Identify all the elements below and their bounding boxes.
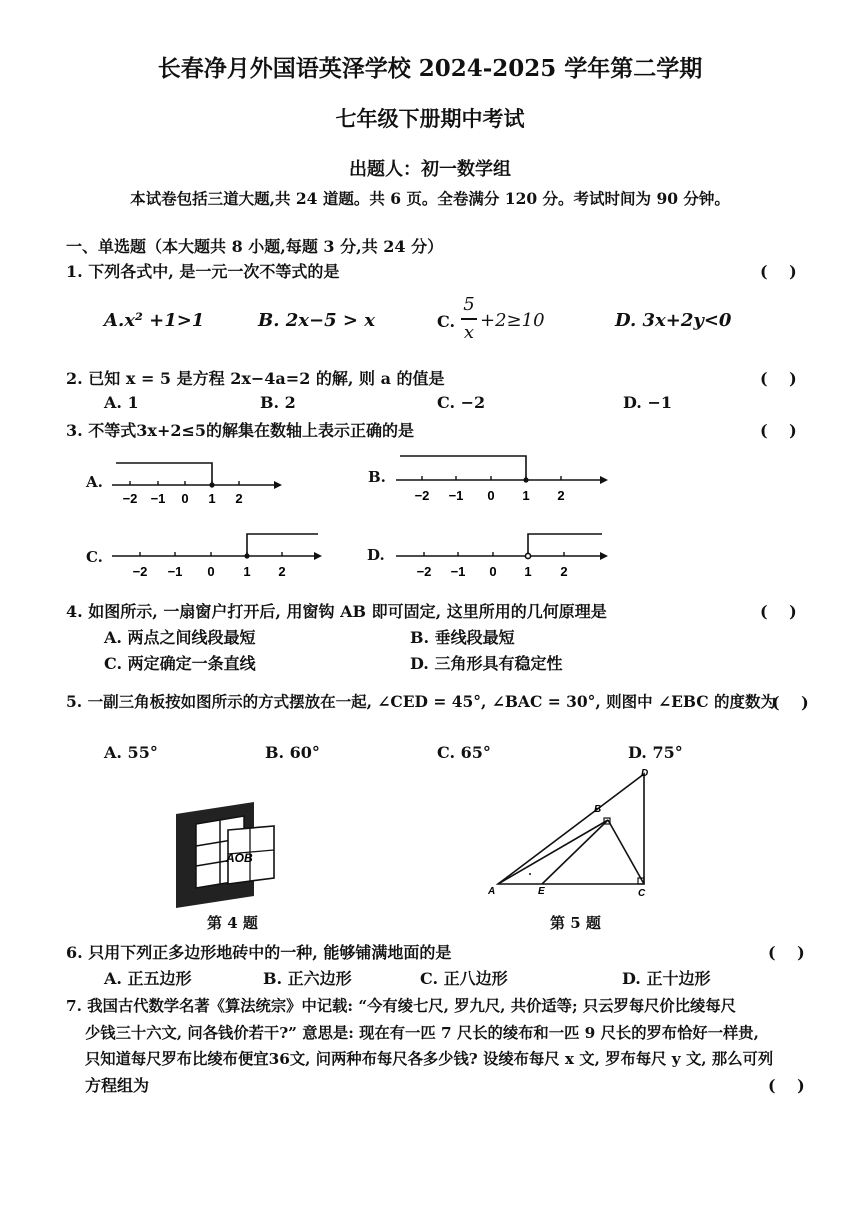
q4-option-b: B. 垂线段最短 <box>410 628 515 647</box>
answer-paren-5: ( ) <box>772 693 809 712</box>
q1-option-d: D. 3x+2y<0 <box>615 310 732 331</box>
tick-label: 0 <box>489 564 497 579</box>
question-7-line-2: 少钱三十六文, 问各钱价若干?” 意思是: 现在有一匹 7 尺长的绫布和一匹 9 尺长的罗布恰好一样贵, <box>85 1024 759 1042</box>
tick-label: −2 <box>132 564 148 579</box>
exam-name: 七年级下册期中考试 <box>335 106 525 131</box>
exam-info: 本试卷包括三道大题,共 24 道题。共 6 页。全卷满分 120 分。考试时间为 90 分钟。 <box>130 189 730 208</box>
q6-option-d: D. 正十边形 <box>622 969 711 988</box>
tick-label: −1 <box>448 488 464 503</box>
question-2-stem: 2. 已知 x = 5 是方程 2x−4a=2 的解, 则 a 的值是 <box>66 369 445 388</box>
tick-label: 0 <box>207 564 215 579</box>
question-1-stem: 1. 下列各式中, 是一元一次不等式的是 <box>66 262 340 281</box>
tick-label: 2 <box>278 564 286 579</box>
numberline-c-label: C. <box>86 548 103 566</box>
numberline-b <box>392 450 612 510</box>
tick-label: 1 <box>524 564 532 579</box>
numberline-a-label: A. <box>86 473 103 491</box>
numberline-d-label: D. <box>367 546 385 564</box>
tick-label: 1 <box>243 564 251 579</box>
numberline-c <box>108 530 328 590</box>
numberline-a <box>108 455 283 515</box>
q6-option-c: C. 正八边形 <box>420 969 508 988</box>
tick-label: −1 <box>150 491 166 506</box>
q2-option-b: B. 2 <box>260 393 296 412</box>
question-7-line-4: 方程组为 <box>85 1076 150 1095</box>
answer-paren-3: ( ) <box>760 421 797 440</box>
section-title: 一、单选题（本大题共 8 小题,每题 3 分,共 24 分） <box>66 237 444 256</box>
q6-option-b: B. 正六边形 <box>263 969 352 988</box>
tick-label: 0 <box>487 488 495 503</box>
tick-label: 1 <box>208 491 216 506</box>
answer-paren-4: ( ) <box>760 602 797 621</box>
answer-paren-6: ( ) <box>768 943 805 962</box>
triangle-figure <box>484 768 664 898</box>
tick-label: 1 <box>522 488 530 503</box>
answer-paren-7: ( ) <box>768 1076 805 1095</box>
q1-option-c-rest: +2≥10 <box>480 310 545 331</box>
question-7-line-3: 只知道每尺罗布比绫布便宜36文, 问两种布每尺各多少钱? 设绫布每尺 x 文, 罗布每尺 y 文, 那么可列 <box>85 1050 774 1068</box>
figure-4-caption: 第 4 题 <box>207 914 258 932</box>
tick-label: −2 <box>416 564 432 579</box>
tick-label: −2 <box>122 491 138 506</box>
answer-paren-2: ( ) <box>760 369 797 388</box>
point-a-label: A <box>488 886 496 897</box>
question-5-stem: 5. 一副三角板按如图所示的方式摆放在一起, ∠CED = 45°, ∠BAC = 30°, 则图中 ∠EBC 的度数为 <box>66 692 777 711</box>
answer-paren-1: ( ) <box>760 262 797 281</box>
point-b-label: B <box>594 804 602 815</box>
exam-school-title: 长春净月外国语英泽学校 2024-2025 学年第二学期 <box>157 55 703 82</box>
tick-label: −2 <box>414 488 430 503</box>
point-c-label: C <box>638 888 646 898</box>
window-label: AOB <box>226 851 253 865</box>
figure-5-caption: 第 5 题 <box>550 914 601 932</box>
fraction-bar <box>461 318 477 320</box>
tick-label: −1 <box>450 564 466 579</box>
tick-label: −1 <box>167 564 183 579</box>
q1-option-c-numerator: 5 <box>463 294 475 315</box>
q6-option-a: A. 正五边形 <box>104 969 192 988</box>
tick-label: 2 <box>557 488 565 503</box>
q1-option-a: A.x² +1>1 <box>104 310 205 331</box>
question-7-line-1: 7. 我国古代数学名著《算法统宗》中记载: “今有绫七尺, 罗九尺, 共价适等; 只云罗每尺价比绫每尺 <box>66 997 736 1015</box>
q4-option-a: A. 两点之间线段最短 <box>104 628 256 647</box>
window-figure <box>170 800 280 910</box>
q1-option-b: B. 2x−5 > x <box>258 310 375 331</box>
q2-option-c: C. −2 <box>437 393 486 412</box>
q5-option-c: C. 65° <box>437 743 491 762</box>
q1-option-c-prefix: C. <box>437 312 456 331</box>
exam-author: 出题人：初一数学组 <box>349 159 511 180</box>
q4-option-d: D. 三角形具有稳定性 <box>410 654 563 673</box>
point-e-label: E <box>538 886 545 897</box>
point-d-label: D <box>641 768 649 779</box>
q1-option-c-denominator: x <box>463 322 475 343</box>
q5-option-b: B. 60° <box>265 743 320 762</box>
numberline-d <box>392 530 612 590</box>
q5-option-a: A. 55° <box>104 743 158 762</box>
q5-option-d: D. 75° <box>628 743 683 762</box>
question-4-stem: 4. 如图所示, 一扇窗户打开后, 用窗钩 AB 即可固定, 这里所用的几何原理是 <box>66 602 607 621</box>
numberline-b-label: B. <box>368 468 386 486</box>
question-6-stem: 6. 只用下列正多边形地砖中的一种, 能够铺满地面的是 <box>66 943 452 962</box>
q4-option-c: C. 两定确定一条直线 <box>104 654 256 673</box>
q2-option-d: D. −1 <box>623 393 672 412</box>
tick-label: 0 <box>181 491 189 506</box>
question-3-stem: 3. 不等式3x+2≤5的解集在数轴上表示正确的是 <box>66 421 415 440</box>
q2-option-a: A. 1 <box>104 393 139 412</box>
tick-label: 2 <box>235 491 243 506</box>
tick-label: 2 <box>560 564 568 579</box>
